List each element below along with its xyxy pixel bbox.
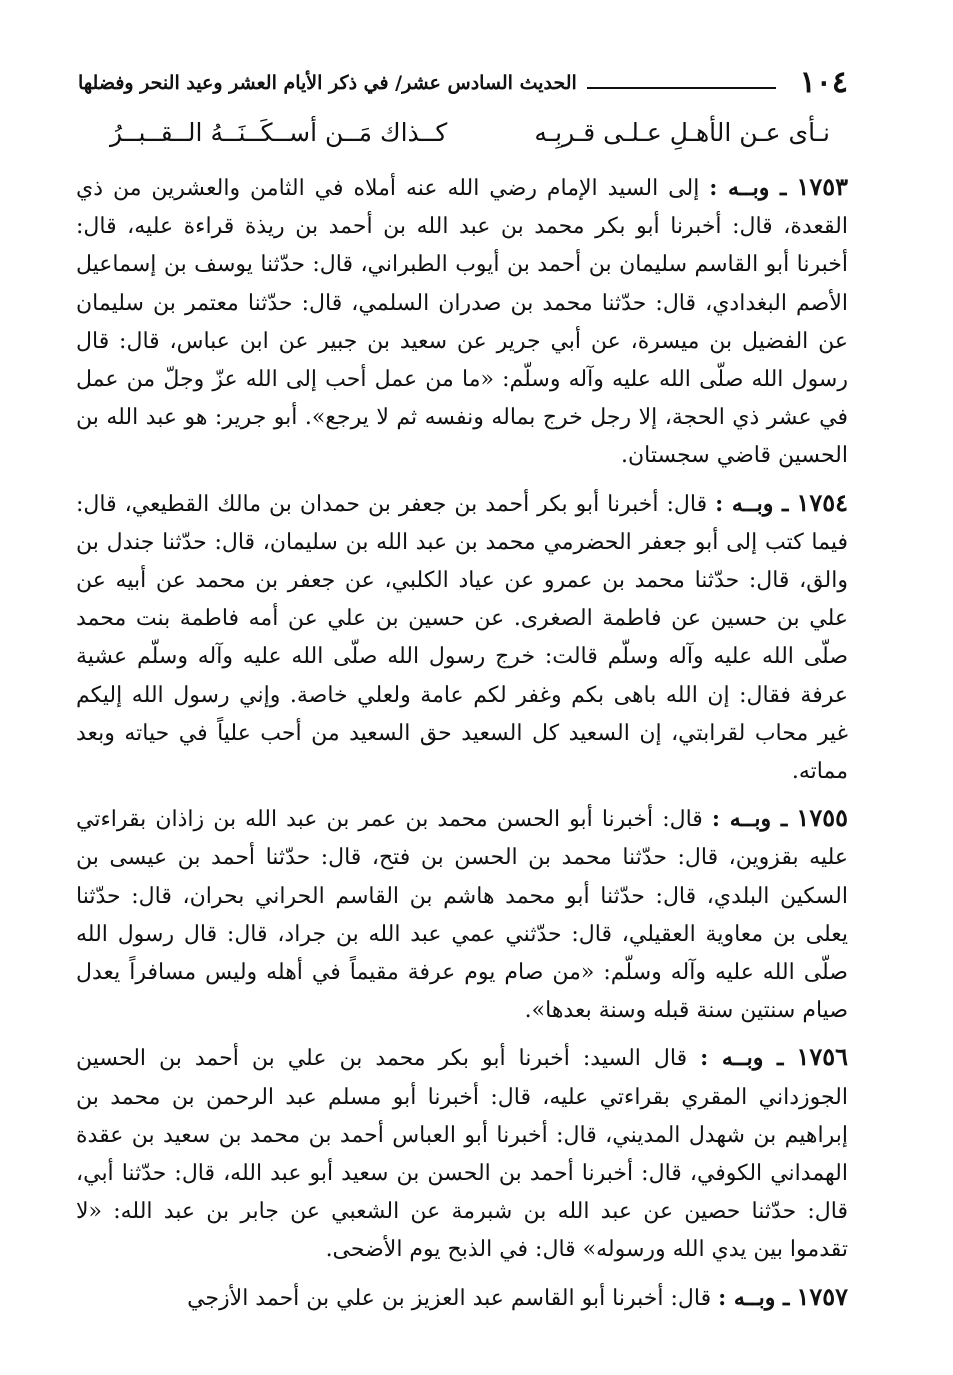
hadith-marker: ـ وبــه : xyxy=(700,1045,784,1072)
hadith-entry-1755 xyxy=(76,799,848,1030)
hadith-number: ١٧٥٥ xyxy=(796,803,848,833)
hadith-text: قال: أخبرنا أبو بكر أحمد بن جعفر بن حمدان بن مالك القطيعي، قال: فيما كتب إلى أبو جعفر الحضرمي محمد بن عبد الله بن سليمان، قال: حدّثنا جندل بن والق، قال: حدّثنا محمد بن عمرو عن عياد الكلبي، عن جعفر بن محمد عن أبيه عن علي بن حسين عن فاطمة الصغرى. عن حسين بن علي عن أمه فاطمة بنت محمد صلّى الله عليه وآله وسلّم قالت: خرج رسول الله صلّى الله عليه وآله وسلّم عشية عرفة فقال: إن الله باهى بكم وغفر لكم عامة ولعلي خاصة. وإني رسول الله إليكم غير محاب لقرابتي، إن السعيد كل السعيد حق السعيد من أحب علياً في حياته وبعد مماته. xyxy=(76,491,848,785)
hadith-marker: ـ وبــه : xyxy=(711,806,788,833)
running-title: الحديث السادس عشر/ في ذكر الأيام العشر وعيد النحر وفضلها xyxy=(78,72,577,94)
hadith-entry-1754 xyxy=(76,484,848,792)
poetry-verse xyxy=(110,118,830,162)
hadith-marker: ـ وبــه : xyxy=(718,1284,790,1311)
hadith-text: قال: أخبرنا أبو الحسن محمد بن عمر بن عبد الله بن زاذان بقراءتي عليه بقزوين، قال: حدّثنا محمد بن الحسن بن فتح، قال: حدّثنا أحمد بن عيسى بن السكين البلدي، قال: حدّثنا أبو محمد هاشم بن القاسم الحراني بحران، قال: حدّثنا يعلى بن معاوية العقيلي، قال: حدّثني عمي عبد الله بن جراد، قال: قال رسول الله صلّى الله عليه وآله وسلّم: «من صام يوم عرفة مقيماً في أهله وليس مسافراً يعدل صيام سنتين سنة قبله وسنة بعدها». xyxy=(76,807,848,1024)
header-rule xyxy=(587,87,776,89)
hadith-number: ١٧٥٣ xyxy=(796,172,848,201)
hadith-text: قال: أخبرنا أبو القاسم عبد العزيز بن علي بن أحمد الأزجي xyxy=(187,1285,712,1311)
hadith-marker: ـ وبــه : xyxy=(715,490,789,517)
verse-second-hemistich: كــذاك مَــن أســكَــنَــهُ الــقــبــرُ xyxy=(110,118,448,147)
hadith-number: ١٧٥٤ xyxy=(796,487,848,517)
hadith-entry-1757 xyxy=(76,1278,848,1318)
hadith-text: قال السيد: أخبرنا أبو بكر محمد بن علي بن أحمد بن الحسين الجوزداني المقري بقراءتي عليه، قال: أخبرنا أبو مسلم عبد الرحمن بن محمد بن إبراهيم بن شهدل المديني، قال: أخبرنا أبو العباس أحمد بن محمد بن سعيد بن عقدة الهمداني الكوفي، قال: أخبرنا أحمد بن الحسن بن سعيد أبو عبد الله، قال: حدّثنا أبي، قال: حدّثنا حصين عن عبد الله بن شبرمة عن الشعبي عن جابر بن عبد الله: «لا تقدموا بين يدي الله ورسوله» قال: في الذبح يوم الأضحى. xyxy=(76,1046,848,1263)
hadith-text: إلى السيد الإمام رضي الله عنه أملاه في الثامن والعشرين من ذي القعدة، قال: أخبرنا أبو بكر محمد بن عبد الله بن أحمد بن ريذة قراءة عليه، قال: أخبرنا أبو القاسم سليمان بن أحمد بن أيوب الطبراني، قال: حدّثنا يوسف بن إسماعيل الأصم البغدادي، قال: حدّثنا محمد بن صدران السلمي، قال: حدّثنا معتمر بن سليمان عن الفضيل بن ميسرة، عن أبي جرير عن سعيد بن جبير عن ابن عباس، قال: قال رسول الله صلّى الله عليه وآله وسلّم: «ما من عمل أحب إلى الله عزّ وجلّ من عمل في عشر ذي الحجة، إلا رجل خرج بماله ونفسه ثم لا يرجع». أبو جرير: هو عبد الله بن الحسين قاضي سجستان. xyxy=(76,176,848,469)
page-number: ١٠٤ xyxy=(799,65,848,100)
verse-first-hemistich: نـأى عـن الأهـلِ عـلـى قـربِـه xyxy=(534,118,830,147)
hadith-entry-1756 xyxy=(76,1038,848,1269)
hadith-entry-1753 xyxy=(76,168,848,476)
hadith-marker: ـ وبــه : xyxy=(709,175,787,201)
hadith-text-body xyxy=(76,168,848,1326)
hadith-number: ١٧٥٧ xyxy=(796,1281,848,1311)
hadith-number: ١٧٥٦ xyxy=(796,1042,848,1072)
page-header xyxy=(78,52,848,98)
